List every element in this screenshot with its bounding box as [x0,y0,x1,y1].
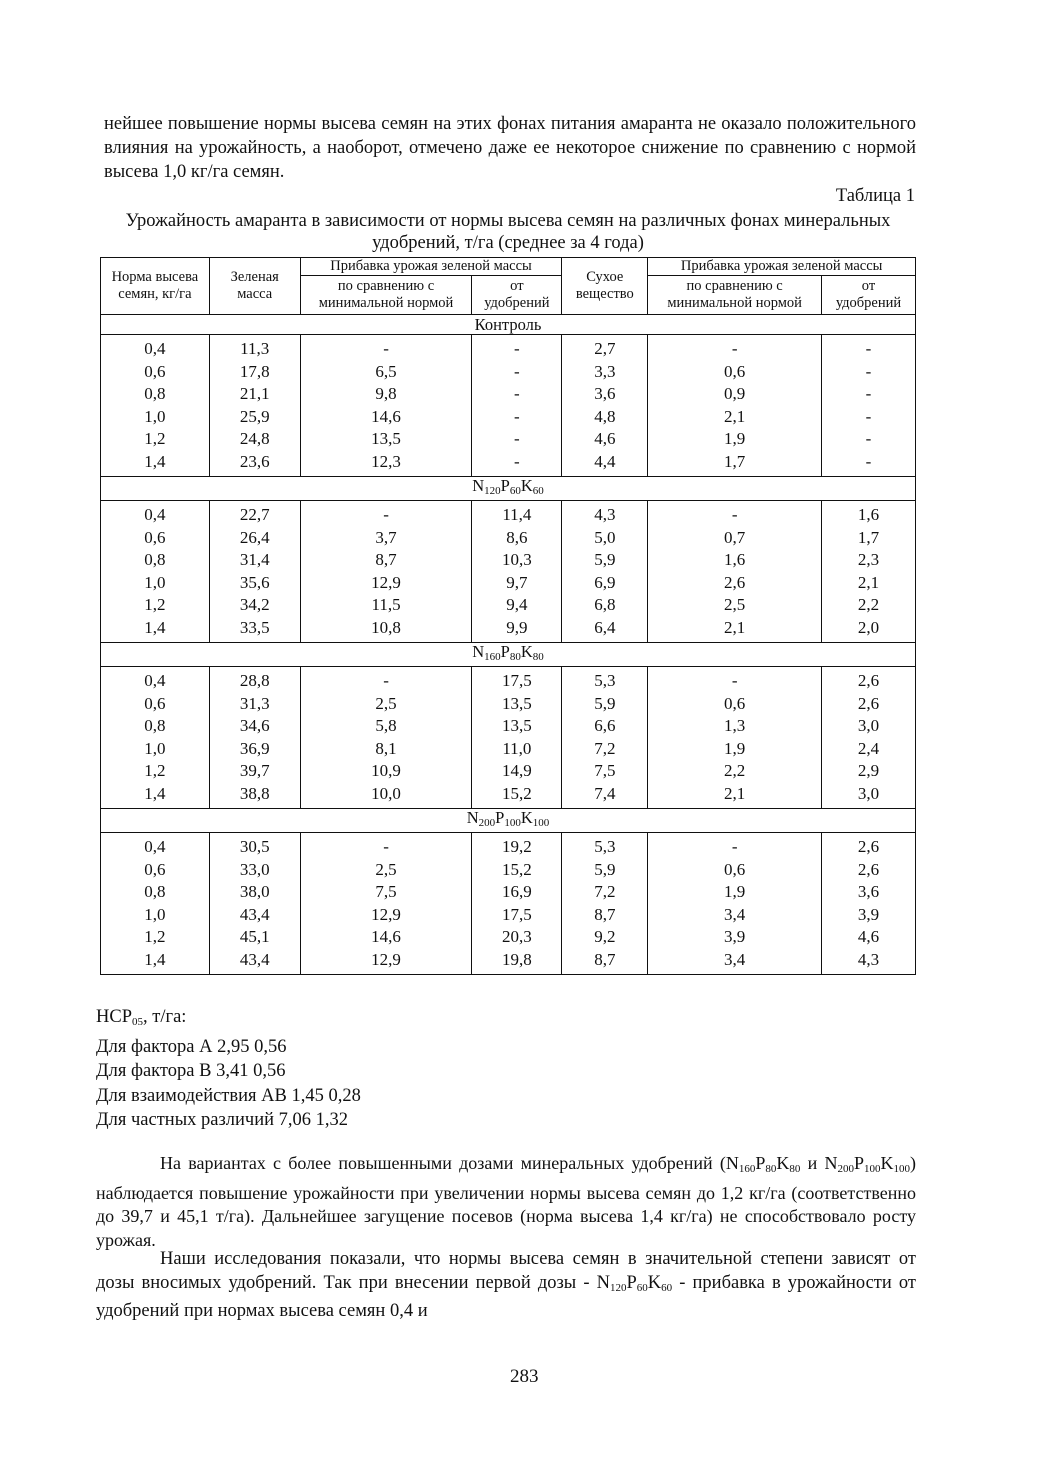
group-label: $N_{160}P_{80}K_{80}$ [101,643,916,667]
table-cell: 1,6 [822,501,916,527]
table-cell: 33,5 [209,617,300,643]
table-cell: 9,2 [562,926,648,949]
table-cell: 4,6 [562,428,648,451]
table-cell: 2,1 [648,406,822,429]
table-cell: 0,4 [101,501,210,527]
table-number: Таблица 1 [835,186,915,206]
table-cell: - [472,406,562,429]
table-cell: - [822,383,916,406]
table-row [101,693,916,716]
table-cell: 2,0 [822,617,916,643]
table-cell: 45,1 [209,926,300,949]
table-cell: 3,9 [822,904,916,927]
table-cell: 6,9 [562,572,648,595]
table-cell: 3,4 [648,949,822,975]
table-cell: 11,4 [472,501,562,527]
table-cell: 0,4 [101,833,210,859]
table-cell: 33,0 [209,859,300,882]
table-cell: 43,4 [209,904,300,927]
table-cell: 0,8 [101,549,210,572]
table-cell: 1,6 [648,549,822,572]
table-cell: 8,1 [300,738,472,761]
table-caption: Урожайность амаранта в зависимости от нормы высева семян на различных фонах минеральных удобрений, т/га (среднее за 4 года) [125,211,891,253]
header-gain-fert-1: от удобрений [472,276,562,315]
table-cell: 1,4 [101,949,210,975]
table-cell: 31,4 [209,549,300,572]
table-cell: 5,9 [562,693,648,716]
paragraph-2: Наши исследования показали, что нормы высева семян в значительной степени зависят от дозы вносимых удобрений. Так при внесении первой дозы - $N_{120}P_{60}K_{60}$ - прибавка в урожайности от удобрений при нормах высева семян 0,4 и [96,1249,916,1321]
table-cell: - [648,501,822,527]
table-cell: 5,3 [562,833,648,859]
table-cell: 8,7 [300,549,472,572]
table-cell: 6,5 [300,361,472,384]
table-row [101,406,916,429]
table-cell: 1,2 [101,594,210,617]
table-cell: 9,7 [472,572,562,595]
header-gain-fert-2: от удобрений [822,276,916,315]
table-cell: 0,6 [648,859,822,882]
table-cell: 7,4 [562,783,648,809]
table-cell: 1,7 [648,451,822,477]
table-cell: 0,4 [101,667,210,693]
header-green-mass: Зеленая масса [209,258,300,315]
table-cell: 17,8 [209,361,300,384]
table-cell: 28,8 [209,667,300,693]
group-label: $N_{200}P_{100}K_{100}$ [101,809,916,833]
lsd-factor-a: Для фактора А 2,95 0,56 [96,1036,287,1057]
table-cell: 3,7 [300,527,472,550]
table-cell: 13,5 [300,428,472,451]
table-cell: 1,4 [101,451,210,477]
table-cell: 1,7 [822,527,916,550]
table-cell: - [648,667,822,693]
table-cell: 20,3 [472,926,562,949]
table-cell: 4,3 [562,501,648,527]
table-cell: 3,0 [822,715,916,738]
table-cell: 21,1 [209,383,300,406]
table-cell: 2,1 [822,572,916,595]
table-row [101,527,916,550]
table-row [101,715,916,738]
table-cell: 6,6 [562,715,648,738]
table-cell: 31,3 [209,693,300,716]
table-row [101,572,916,595]
table-cell: 0,6 [101,361,210,384]
table-cell: 35,6 [209,572,300,595]
table-cell: 1,2 [101,760,210,783]
table-cell: 2,2 [648,760,822,783]
group-label: $N_{120}P_{60}K_{60}$ [101,477,916,501]
table-cell: 9,8 [300,383,472,406]
lsd-factor-b: Для фактора В 3,41 0,56 [96,1061,286,1081]
table-cell: 11,3 [209,335,300,361]
table-cell: 1,4 [101,617,210,643]
intro-paragraph: нейшее повышение нормы высева семян на этих фонах питания амаранта не оказало положительного влияния на урожайность, а наоборот, отмечено даже ее некоторое снижение по сравнению с нормой высева 1,0 кг/га семян. [104,114,916,182]
table-cell: - [472,428,562,451]
table-cell: 10,3 [472,549,562,572]
table-cell: 19,8 [472,949,562,975]
table-cell: 36,9 [209,738,300,761]
table-cell: 2,5 [300,693,472,716]
table-cell: - [648,335,822,361]
table-cell: 11,5 [300,594,472,617]
table-cell: 5,9 [562,859,648,882]
table-cell: 14,9 [472,760,562,783]
table-cell: 14,6 [300,406,472,429]
table-cell: 2,9 [822,760,916,783]
table-cell: 1,0 [101,904,210,927]
table-cell: 0,8 [101,383,210,406]
table-cell: 2,3 [822,549,916,572]
table-cell: 0,6 [101,859,210,882]
table-cell: - [300,667,472,693]
table-cell: 25,9 [209,406,300,429]
table-cell: 7,5 [300,881,472,904]
header-gain-min-2: по сравнению с минимальной нормой [648,276,822,315]
table-cell: 4,4 [562,451,648,477]
group-row [101,315,916,335]
table-cell: 7,2 [562,738,648,761]
table-cell: 8,7 [562,949,648,975]
table-row [101,617,916,643]
table-cell: 5,8 [300,715,472,738]
table-row [101,738,916,761]
table-cell: 19,2 [472,833,562,859]
table-cell: 3,9 [648,926,822,949]
table-cell: - [472,361,562,384]
table-cell: 10,8 [300,617,472,643]
table-cell: 4,3 [822,949,916,975]
table-cell: 0,7 [648,527,822,550]
table-cell: 0,6 [101,693,210,716]
table-row [101,335,916,361]
table-cell: 7,5 [562,760,648,783]
table-cell: 26,4 [209,527,300,550]
table-cell: 24,8 [209,428,300,451]
table-cell: 2,1 [648,617,822,643]
table-row [101,501,916,527]
table-cell: 17,5 [472,667,562,693]
table-cell: 6,8 [562,594,648,617]
table-row [101,549,916,572]
group-row [101,809,916,833]
table-cell: 1,2 [101,428,210,451]
table-cell: 17,5 [472,904,562,927]
header-gain-min-1: по сравнению с минимальной нормой [300,276,472,315]
table-cell: 14,6 [300,926,472,949]
table-cell: 1,9 [648,881,822,904]
table-cell: 2,4 [822,738,916,761]
group-row [101,643,916,667]
table-cell: 3,6 [822,881,916,904]
table-cell: - [300,501,472,527]
table-cell: 2,6 [648,572,822,595]
yield-table [100,257,916,975]
table-cell: 0,6 [648,361,822,384]
table-row [101,760,916,783]
table-cell: 15,2 [472,783,562,809]
table-cell: 4,6 [822,926,916,949]
table-cell: 2,2 [822,594,916,617]
table-cell: 5,9 [562,549,648,572]
table-cell: - [300,335,472,361]
lsd-interaction: Для взаимодействия АВ 1,45 0,28 [96,1085,361,1106]
table-cell: 12,9 [300,904,472,927]
table-cell: 30,5 [209,833,300,859]
table-cell: 13,5 [472,715,562,738]
table-cell: 3,6 [562,383,648,406]
table-cell: 6,4 [562,617,648,643]
table-cell: - [822,335,916,361]
lsd-notes [96,1005,361,1133]
table-cell: - [648,833,822,859]
table-row [101,451,916,477]
table-cell: 0,8 [101,881,210,904]
table-cell: 0,9 [648,383,822,406]
table-body [101,315,916,975]
table-cell: 2,6 [822,667,916,693]
table-cell: - [300,833,472,859]
table-cell: 1,9 [648,738,822,761]
table-cell: 4,8 [562,406,648,429]
page-number: 283 [510,1366,539,1387]
table-cell: 1,0 [101,738,210,761]
table-cell: 1,2 [101,926,210,949]
table-row [101,833,916,859]
table-cell: 34,6 [209,715,300,738]
table-cell: 1,0 [101,406,210,429]
header-gain-group-2: Прибавка урожая зеленой массы [648,258,916,276]
table-cell: 0,8 [101,715,210,738]
table-row [101,383,916,406]
table-cell: 3,4 [648,904,822,927]
group-label: Контроль [101,315,916,335]
table-cell: 22,7 [209,501,300,527]
lsd-title: $НСР_{05}$, т/га: [96,1007,187,1028]
table-cell: 3,0 [822,783,916,809]
table-cell: 2,6 [822,833,916,859]
table-cell: 11,0 [472,738,562,761]
table-cell: - [822,406,916,429]
table-cell: 2,6 [822,859,916,882]
table-cell: 34,2 [209,594,300,617]
table-cell: 2,1 [648,783,822,809]
table-cell: 0,6 [648,693,822,716]
table-row [101,859,916,882]
table-row [101,667,916,693]
table-cell: 16,9 [472,881,562,904]
table-row [101,594,916,617]
table-cell: 7,2 [562,881,648,904]
table-cell: 38,8 [209,783,300,809]
header-norm: Норма высева семян, кг/га [101,258,210,315]
table-cell: 15,2 [472,859,562,882]
table-cell: 8,6 [472,527,562,550]
table-row [101,881,916,904]
table-cell: 12,3 [300,451,472,477]
table-cell: - [472,383,562,406]
table-cell: 38,0 [209,881,300,904]
table-cell: 2,7 [562,335,648,361]
table-cell: 9,4 [472,594,562,617]
table-cell: 2,6 [822,693,916,716]
table-row [101,783,916,809]
table-cell: 13,5 [472,693,562,716]
table-cell: 12,9 [300,949,472,975]
table-cell: 10,9 [300,760,472,783]
paragraph-1: На вариантах с более повышенными дозами минеральных удобрений ($N_{160}P_{80}K_{80}$ и $N_{200}P_{100}K_{100}$) наблюдается повышение урожайности при увеличении нормы высева семян до 1,2 кг/га (соответственно до 39,7 и 45,1 т/га). Дальнейшее загущение посевов (норма высева 1,4 кг/га) не способствовало росту урожая. [96,1153,916,1250]
table-cell: - [472,335,562,361]
table-cell: 5,3 [562,667,648,693]
table-cell: 1,3 [648,715,822,738]
table-cell: 23,6 [209,451,300,477]
table-cell: 8,7 [562,904,648,927]
table-cell: - [472,451,562,477]
table-cell: - [822,428,916,451]
table-cell: 12,9 [300,572,472,595]
table-cell: 2,5 [300,859,472,882]
header-gain-group-1: Прибавка урожая зеленой массы [300,258,562,276]
table-row [101,949,916,975]
table-cell: 0,4 [101,335,210,361]
table-cell: 10,0 [300,783,472,809]
table-cell: 5,0 [562,527,648,550]
table-row [101,428,916,451]
table-cell: 3,3 [562,361,648,384]
table-cell: 43,4 [209,949,300,975]
table-row [101,926,916,949]
table-cell: 9,9 [472,617,562,643]
table-cell: 1,9 [648,428,822,451]
table-cell: 39,7 [209,760,300,783]
table-row [101,361,916,384]
lsd-partial: Для частных различий 7,06 1,32 [96,1110,349,1130]
table-cell: 0,6 [101,527,210,550]
header-dry: Сухое вещество [562,258,648,315]
group-row [101,477,916,501]
table-cell: 1,0 [101,572,210,595]
table-cell: 2,5 [648,594,822,617]
table-cell: - [822,451,916,477]
table-row [101,904,916,927]
table-header [101,258,916,315]
table-cell: 1,4 [101,783,210,809]
table-cell: - [822,361,916,384]
